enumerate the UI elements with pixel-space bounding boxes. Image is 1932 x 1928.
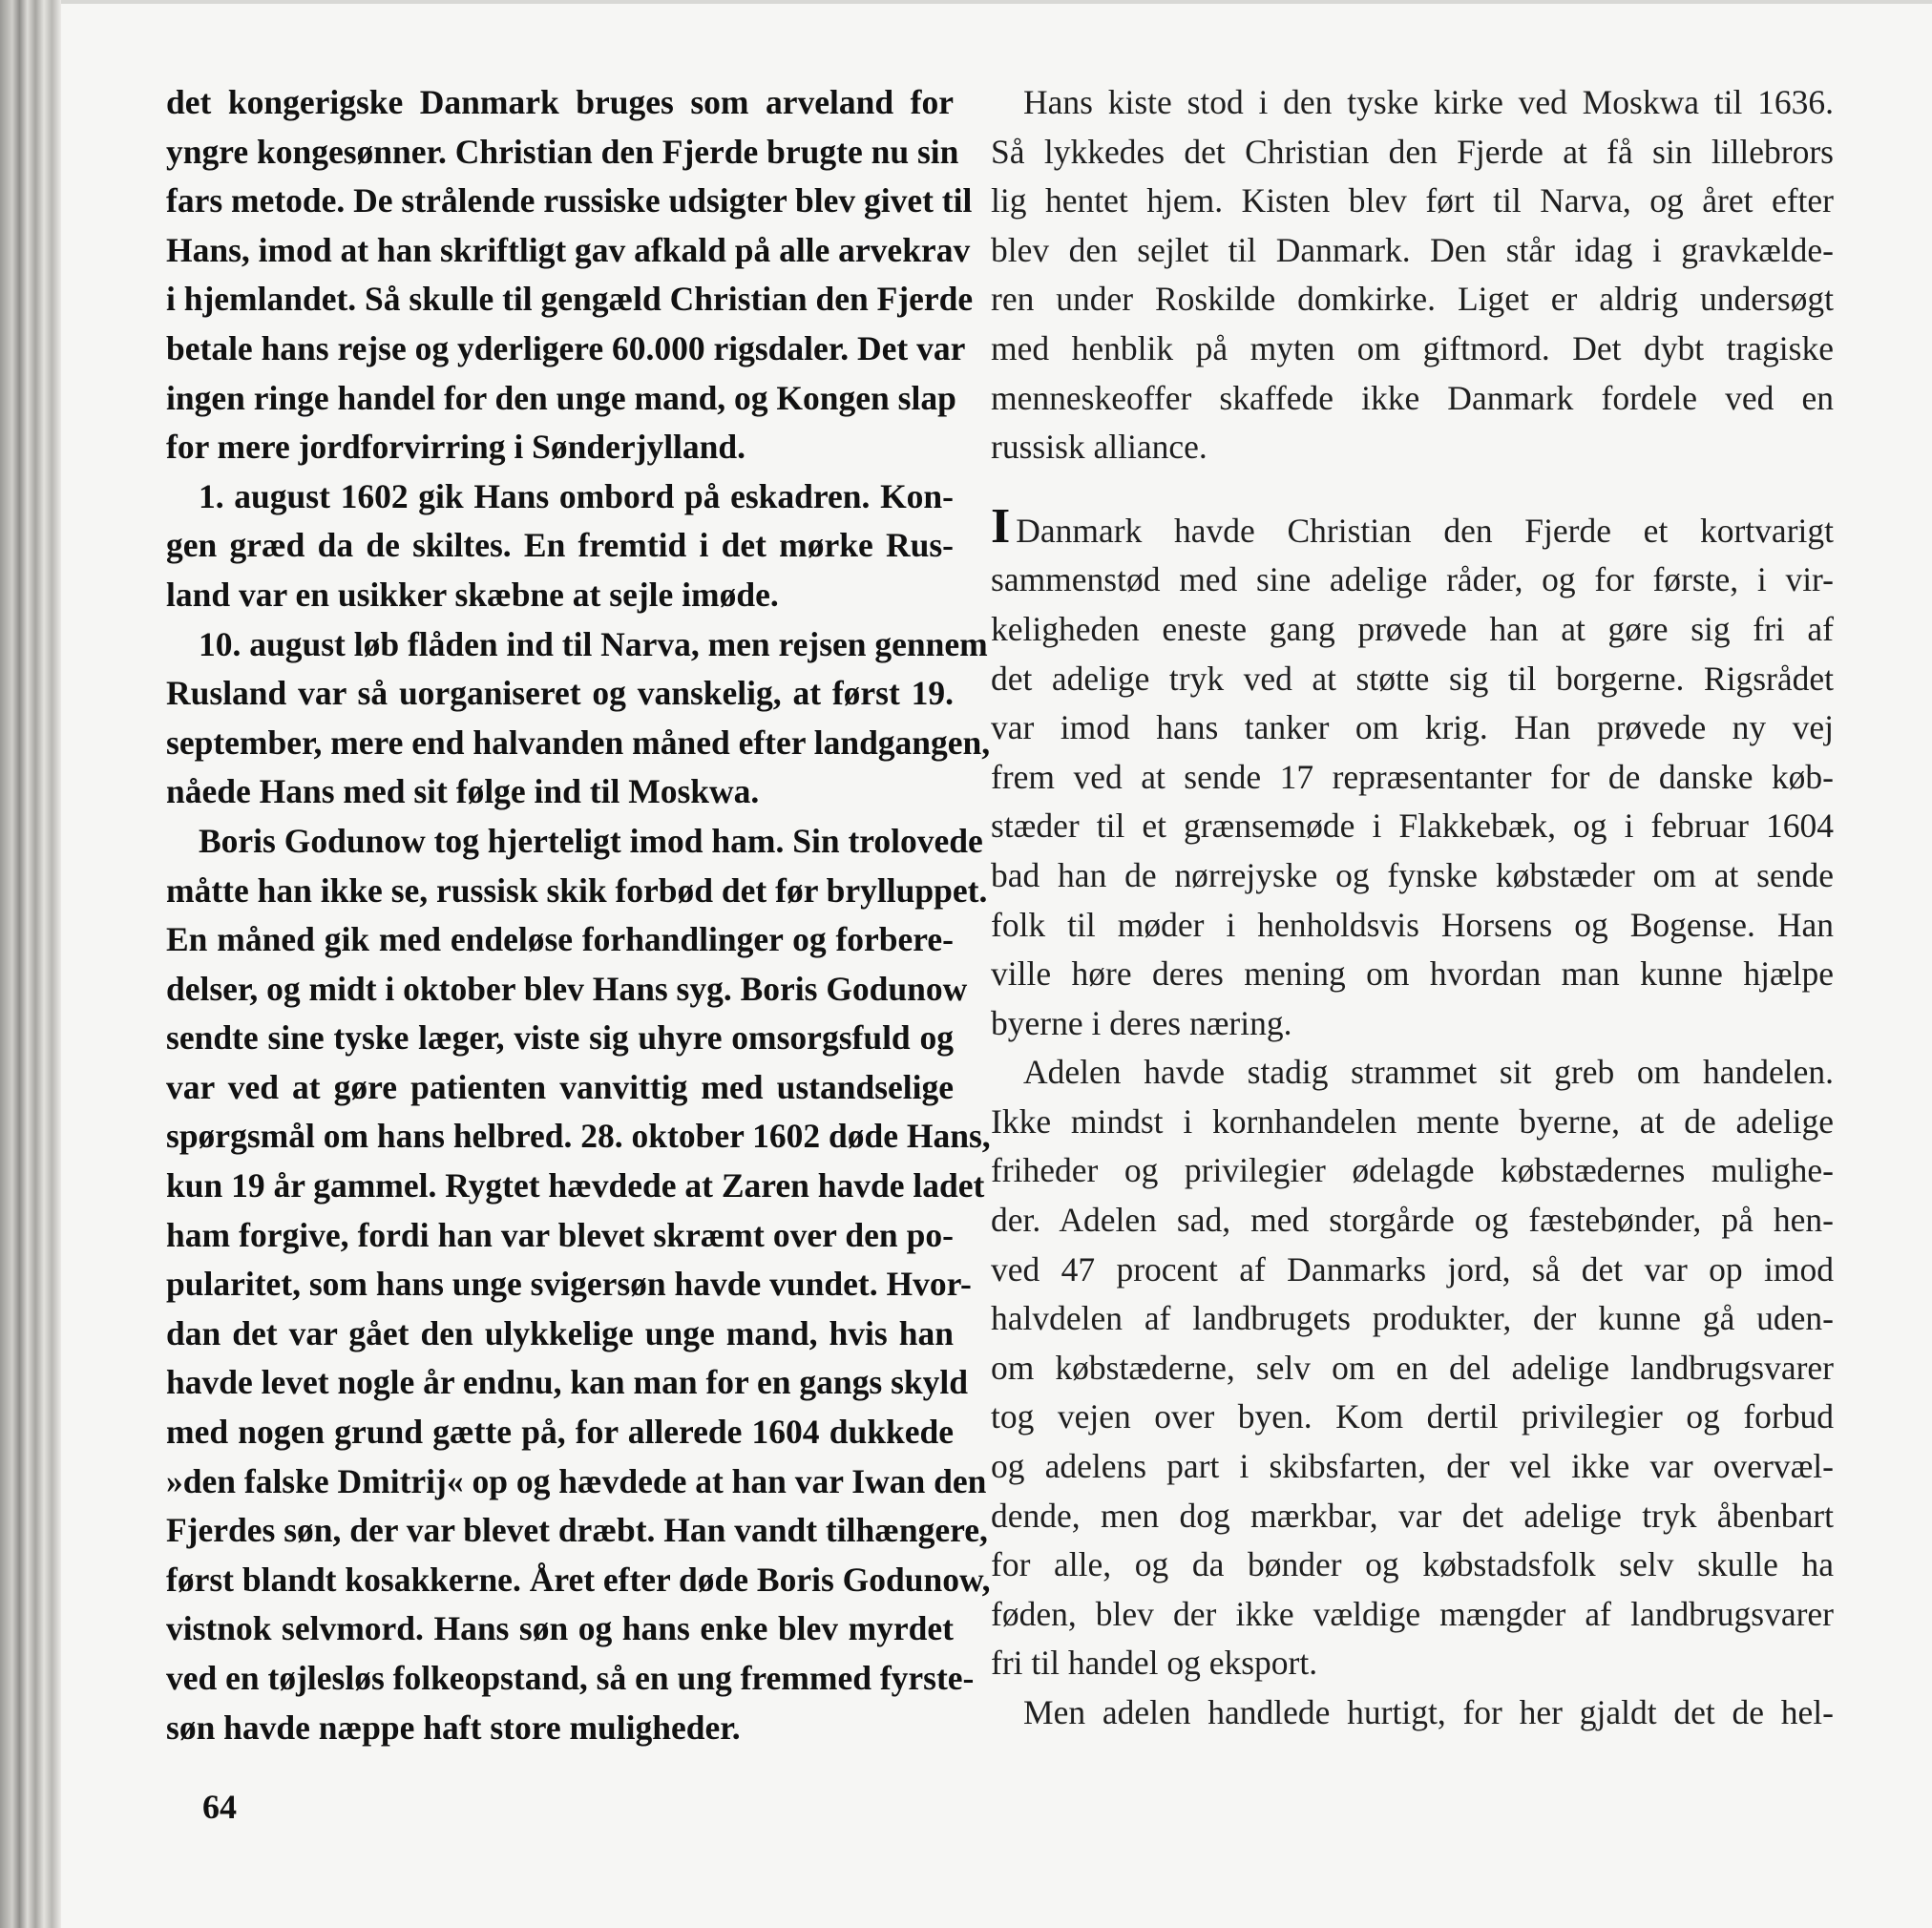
- text-line: Boris Godunow tog hjerteligt imod ham. Sin trolovede: [199, 821, 983, 860]
- text-line: fars metode. De strålende russiske udsigter blev givet til: [166, 181, 973, 220]
- text-line: stæder til et grænsemøde i Flakkebæk, og i februar 1604: [991, 807, 1834, 846]
- text-line: keligheden eneste gang prøvede han at gøre sig fri af: [991, 609, 1834, 648]
- section-gap: [991, 472, 1834, 507]
- text-line: måtte han ikke se, russisk skik forbød det før brylluppet.: [166, 870, 988, 910]
- text-line: ved 47 procent af Danmarks jord, så det var op imod: [991, 1249, 1834, 1289]
- text-line: 10. august løb flåden ind til Narva, men rejsen gennem: [199, 624, 988, 663]
- text-line: kun 19 år gammel. Rygtet hævdede at Zaren havde ladet: [166, 1166, 985, 1205]
- text-line: dende, men dog mærkbar, var det adelige tryk åbenbart: [991, 1496, 1834, 1535]
- text-line: det kongerigske Danmark bruges som arveland for: [166, 83, 954, 121]
- text-line: gen græd da de skiltes. En fremtid i det mørke Rus-: [166, 526, 954, 565]
- text-line: friheder og privilegier ødelagde købstædernes mulighe-: [991, 1151, 1834, 1190]
- text-line: der. Adelen sad, med storgårde og fæstebønder, på hen-: [991, 1201, 1834, 1240]
- text-line: Ikke mindst i kornhandelen mente byerne, at de adelige: [991, 1101, 1834, 1141]
- text-line: yngre kongesønner. Christian den Fjerde brugte nu sin: [166, 132, 959, 171]
- text-line: dan det var gået den ulykkelige unge mand, hvis han: [166, 1313, 954, 1352]
- text-line: med nogen grund gætte på, for allerede 1604 dukkede: [166, 1413, 954, 1452]
- text-line: havde levet nogle år endnu, kan man for en gangs skyld: [166, 1363, 968, 1402]
- text-line: lig hentet hjem. Kisten blev ført til Narva, og året efter: [991, 181, 1834, 220]
- text-line: i hjemlandet. Så skulle til gengæld Christian den Fjerde: [166, 280, 974, 319]
- text-line: land var en usikker skæbne at sejle imøde.: [166, 575, 779, 614]
- text-line: sammenstød med sine adelige råder, og for første, i vir-: [991, 560, 1834, 599]
- text-line: Fjerdes søn, der var blevet dræbt. Han vandt tilhængere,: [166, 1511, 988, 1550]
- right-text-column: [991, 78, 1834, 1738]
- text-line: ved en tøjlesløs folkeopstand, så en ung fremmed fyrste-: [166, 1659, 975, 1697]
- text-line: folk til møder i henholdsvis Horsens og Bogense. Han: [991, 905, 1834, 944]
- text-line: det adelige tryk ved at støtte sig til borgerne. Rigsrådet: [991, 659, 1834, 698]
- text-line: for alle, og da bønder og købstadsfolk selv skulle ha: [991, 1545, 1834, 1584]
- text-line-content: Danmark havde Christian den Fjerde et kortvarigt: [1016, 511, 1834, 550]
- text-line: halvdelen af landbrugets produkter, der kunne gå uden-: [991, 1299, 1834, 1338]
- text-line: 1. august 1602 gik Hans ombord på eskadren. Kon-: [199, 476, 954, 515]
- text-line: betale hans rejse og yderligere 60.000 rigsdaler. Det var: [166, 328, 966, 367]
- text-line: og adelens part i skibsfarten, der vel ikke var overvæl-: [991, 1447, 1834, 1486]
- text-line: spørgsmål om hans helbred. 28. oktober 1602 døde Hans,: [166, 1117, 991, 1156]
- text-line: En måned gik med endeløse forhandlinger og forbere-: [166, 920, 954, 959]
- text-line: var ved at gøre patienten vanvittig med ustandselige: [166, 1067, 954, 1106]
- text-line: Rusland var så uorganiseret og vanskelig, at først 19.: [166, 674, 954, 713]
- text-line: var imod hans tanker om krig. Han prøvede ny vej: [991, 708, 1834, 747]
- text-line: søn havde næppe haft store muligheder.: [166, 1708, 741, 1747]
- text-line: med henblik på myten om giftmord. Det dybt tragiske: [991, 328, 1834, 367]
- text-line: fri til handel og eksport.: [991, 1644, 1318, 1683]
- text-line: bad han de nørrejyske og fynske købstæder om at sende: [991, 855, 1834, 894]
- text-line: Hans kiste stod i den tyske kirke ved Moskwa til 1636.: [1023, 83, 1834, 121]
- text-line: Så lykkedes det Christian den Fjerde at få sin lillebrors: [991, 132, 1834, 171]
- text-line: nåede Hans med sit følge ind til Moskwa.: [166, 772, 760, 811]
- text-line: russisk alliance.: [991, 428, 1208, 467]
- text-line: ingen ringe handel for den unge mand, og Kongen slap: [166, 378, 956, 417]
- text-line: byerne i deres næring.: [991, 1003, 1292, 1042]
- drop-cap: I: [991, 498, 1011, 554]
- text-line: frem ved at sende 17 repræsentanter for de danske køb-: [991, 757, 1834, 796]
- page-number: 64: [202, 1788, 237, 1826]
- text-line: Adelen havde stadig strammet sit greb om handelen.: [1023, 1053, 1834, 1092]
- text-line: ham forgive, fordi han var blevet skræmt over den po-: [166, 1215, 954, 1254]
- text-line: menneskeoffer skaffede ikke Danmark fordele ved en: [991, 378, 1834, 417]
- text-line: delser, og midt i oktober blev Hans syg. Boris Godunow: [166, 969, 968, 1008]
- left-text-column: [166, 78, 991, 1752]
- text-line: Hans, imod at han skriftligt gav afkald på alle arvekrav: [166, 230, 971, 269]
- text-line: [991, 498, 1834, 556]
- text-line: om købstæderne, selv om en del adelige landbrugsvarer: [991, 1348, 1834, 1387]
- text-line: ville høre deres mening om hvordan man kunne hjælpe: [991, 954, 1834, 994]
- text-line: »den falske Dmitrij« op og hævdede at han var Iwan den: [166, 1461, 987, 1500]
- text-line: vistnok selvmord. Hans søn og hans enke blev myrdet: [166, 1609, 954, 1648]
- text-line: Men adelen handlede hurtigt, for her gjaldt det de hel-: [1023, 1693, 1834, 1731]
- text-line: blev den sejlet til Danmark. Den står idag i gravkælde-: [991, 230, 1834, 269]
- text-line: først blandt kosakkerne. Året efter døde Boris Godunow,: [166, 1560, 991, 1599]
- text-line: for mere jordforvirring i Sønderjylland.: [166, 428, 746, 467]
- text-line: september, mere end halvanden måned efter landgangen,: [166, 723, 991, 762]
- book-page-edges: [0, 0, 61, 1928]
- page-top-edge: [61, 0, 1932, 4]
- text-line: føden, blev der ikke vældige mængder af landbrugsvarer: [991, 1594, 1834, 1633]
- text-line: ren under Roskilde domkirke. Liget er aldrig undersøgt: [991, 280, 1834, 319]
- text-line: pularitet, som hans unge svigersøn havde vundet. Hvor-: [166, 1265, 972, 1304]
- text-line: sendte sine tyske læger, viste sig uhyre omsorgsfuld og: [166, 1018, 954, 1058]
- text-line: tog vejen over byen. Kom dertil privilegier og forbud: [991, 1397, 1834, 1436]
